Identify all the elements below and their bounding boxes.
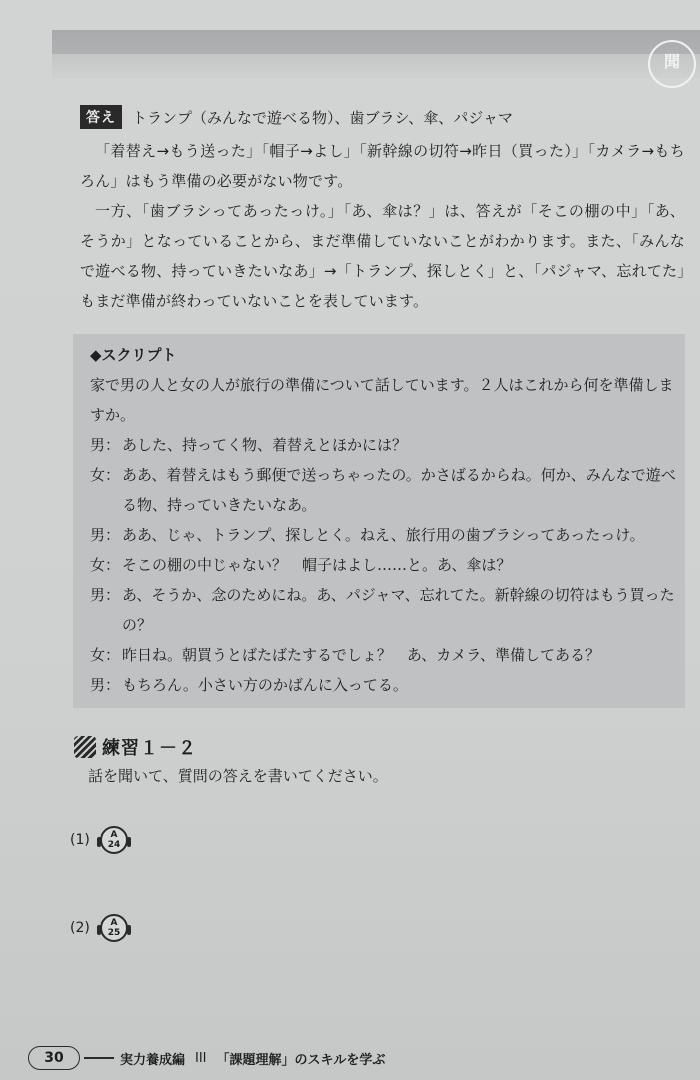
practice-heading: [74, 734, 197, 760]
footer-chapter: 「課題理解」のスキルを学ぶ: [216, 1052, 386, 1068]
footer-section: 実力養成編: [120, 1052, 186, 1068]
disc-label: A: [110, 918, 118, 928]
practice-title: 練習１－２: [102, 738, 197, 759]
track-number: 25: [107, 928, 121, 938]
speaker-label: 女：: [90, 556, 121, 574]
utterance: もちろん。小さい方のかばんに入ってる。: [122, 676, 408, 694]
dialogue-line: [90, 460, 680, 520]
speaker-label: 男：: [90, 436, 121, 454]
utterance: ああ、着替えはもう郵便で送っちゃったの。かさばるからね。何か、みんなで遊べる物、持っていきたいなあ。: [122, 466, 676, 514]
answer-badge: 答え: [80, 105, 122, 129]
footer-part: III: [195, 1050, 207, 1066]
speaker-label: 女：: [90, 646, 121, 664]
question-number: (2): [70, 920, 90, 936]
dialogue-line: [90, 580, 680, 640]
page-footer: [28, 1046, 385, 1070]
dialogue-line: [90, 550, 680, 580]
explanation-paragraph-1: 「着替え→もう送った」「帽子→よし」「新幹線の切符→昨日（買った）」「カメラ→もちろん」はもう準備の必要がない物です。: [80, 142, 685, 190]
audio-track-2[interactable]: [70, 914, 128, 942]
disc-label: A: [110, 830, 118, 840]
utterance: あした、持ってく物、着替えとほかには？: [122, 436, 408, 454]
speaker-label: 男：: [90, 676, 121, 694]
practice-instruction: 話を聞いて、質問の答えを書いてください。: [88, 767, 388, 785]
practice-icon: [74, 736, 96, 758]
script-title: ◆スクリプト: [90, 346, 177, 364]
utterance: そこの棚の中じゃない？ 帽子はよし……と。あ、傘は？: [122, 556, 512, 574]
dialogue-line: [90, 430, 680, 460]
speaker-label: 男：: [90, 586, 121, 604]
dialogue-line: [90, 520, 680, 550]
question-number: (1): [70, 832, 90, 848]
header-band-shade: [52, 54, 700, 78]
speaker-label: 女：: [90, 466, 121, 484]
audio-track-icon[interactable]: [100, 914, 128, 942]
audio-track-1[interactable]: [70, 826, 128, 854]
utterance: ああ、じゃ、トランプ、探しとく。ねえ、旅行用の歯ブラシってあったっけ。: [122, 526, 645, 544]
explanation-paragraph-2: 一方、「歯ブラシってあったっけ。」「あ、傘は？」は、答えが「そこの棚の中」「あ、そうか」となっていることから、まだ準備していないことがわかります。また、「みんなで遊べる物、持っていきたいなあ」→「トランプ、探しとく」と、「パジャマ、忘れてた」もまだ準備が終わっていないことを表しています。: [80, 202, 685, 310]
answer-items: トランプ（みんなで遊べる物）、歯ブラシ、傘、パジャマ: [132, 108, 514, 127]
answer-line: [80, 104, 680, 130]
track-number: 24: [107, 840, 121, 850]
script-intro: 家で男の人と女の人が旅行の準備について話しています。２人はこれから何を準備しますか。: [90, 376, 674, 424]
page-number: 30: [28, 1046, 80, 1070]
footer-divider: [84, 1057, 114, 1059]
audio-track-icon[interactable]: [100, 826, 128, 854]
dialogue-line: [90, 640, 680, 670]
dialogue-line: [90, 670, 680, 700]
listening-emblem-icon: 聞: [648, 40, 696, 88]
speaker-label: 男：: [90, 526, 121, 544]
utterance: 昨日ね。朝買うとばたばたするでしょ？ あ、カメラ、準備してある？: [122, 646, 601, 664]
utterance: あ、そうか、念のためにね。あ、パジャマ、忘れてた。新幹線の切符はもう買ったの？: [122, 586, 675, 634]
